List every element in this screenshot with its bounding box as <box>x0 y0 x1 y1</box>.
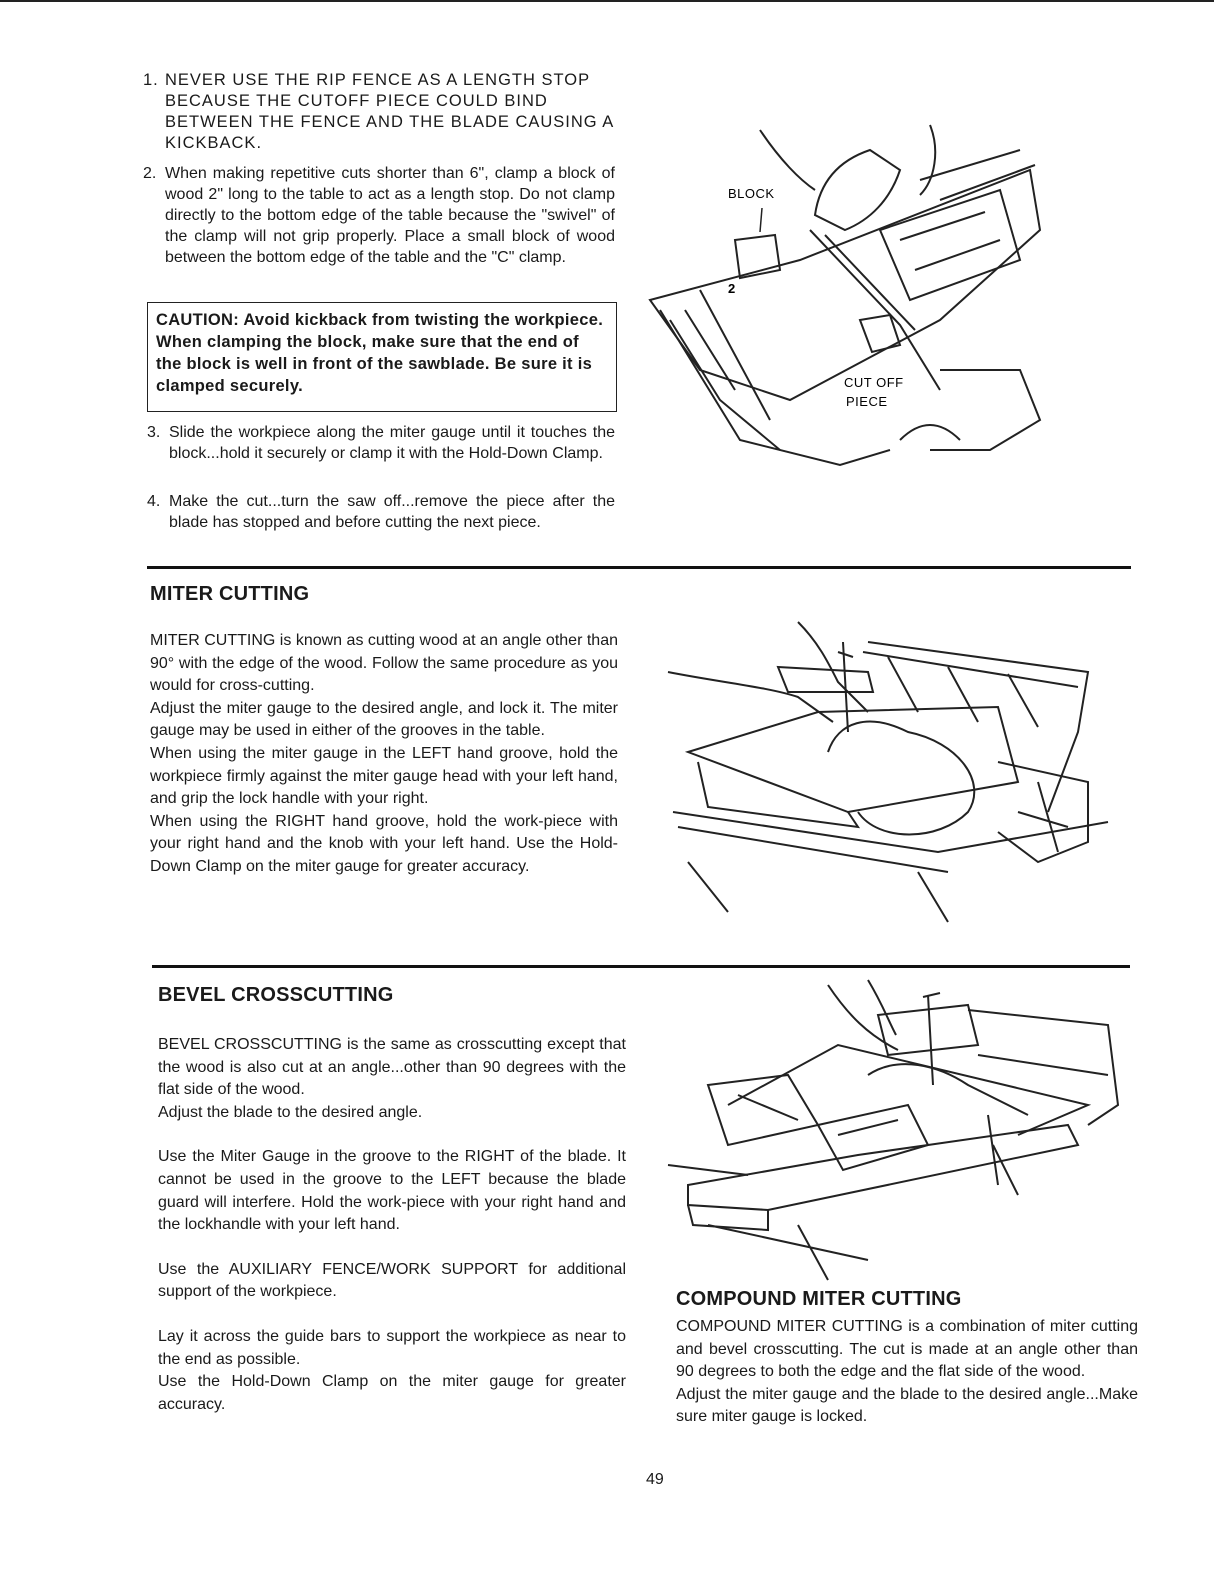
item-number: 3. <box>147 424 161 441</box>
miter-cutting-heading: MITER CUTTING <box>150 583 310 605</box>
paragraph: Adjust the blade to the desired angle. <box>158 1103 423 1121</box>
item-text: When making repetitive cuts shorter than 6", clamp a block of wood 2" long to the table to act as a length stop. Do not clamp directly to the bottom edge of the table because the "swivel" of the clamp will not grip properly. Place a small block of wood between the bottom edge of the table and the "C" clamp. <box>165 165 615 266</box>
paragraph: When using the RIGHT hand groove, hold the work-piece with your right hand and the knob with your left hand. Use the Hold-Down Clamp on the miter gauge for greater accuracy. <box>150 812 618 875</box>
paragraph: MITER CUTTING is known as cutting wood at an angle other than 90° with the edge of the wood. Follow the same procedure as you would for cross-cutting. <box>150 632 618 695</box>
paragraph: BEVEL CROSSCUTTING is the same as crosscutting except that the wood is also cut at an angle...other than 90 degrees with the flat side of the wood. <box>158 1036 626 1099</box>
cutoff-label-line1: CUT OFF <box>844 375 904 390</box>
paragraph: COMPOUND MITER CUTTING is a combination of miter cutting and bevel crosscutting. The cut is made at an angle other than 90 degrees to both the edge and the flat side of the wood. <box>676 1318 1138 1381</box>
paragraph: Use the AUXILIARY FENCE/WORK SUPPORT for additional support of the workpiece. <box>158 1260 626 1301</box>
item-number: 1. <box>143 71 159 89</box>
caution-text: CAUTION: Avoid kickback from twisting the workpiece. When clamping the block, make sure that the end of the block is well in front of the sawblade. Be sure it is clamped securely. <box>156 311 604 395</box>
item-text: Make the cut...turn the saw off...remove the piece after the blade has stopped and before cutting the next piece. <box>169 493 615 531</box>
bevel-crosscutting-heading: BEVEL CROSSCUTTING <box>158 984 394 1006</box>
block-label: BLOCK <box>728 186 775 201</box>
cutoff-label-line2: PIECE <box>846 394 888 409</box>
page-top-border <box>0 0 1214 2</box>
bevel-crosscutting-body <box>158 1034 626 1416</box>
item-number: 2. <box>143 165 157 182</box>
paragraph: Use the Hold-Down Clamp on the miter gauge for greater accuracy. <box>158 1373 626 1413</box>
page-number: 49 <box>646 1471 664 1488</box>
section-divider <box>152 965 1130 968</box>
list-item <box>147 491 615 533</box>
section-divider <box>147 566 1131 569</box>
paragraph: Adjust the miter gauge to the desired angle, and lock it. The miter gauge may be used in either of the grooves in the table. <box>150 699 618 740</box>
compound-miter-body <box>676 1316 1138 1429</box>
paragraph: Use the Miter Gauge in the groove to the RIGHT of the blade. It cannot be used in the groove to the LEFT because the blade guard will interfere. Hold the work-piece with your right hand and the lockhandle with your left hand. <box>158 1148 626 1234</box>
list-item <box>143 70 615 154</box>
paragraph: Adjust the miter gauge and the blade to the desired angle...Make sure miter gauge is locked. <box>676 1385 1138 1426</box>
bevel-crosscutting-figure <box>668 975 1128 1280</box>
dimension-label: 2 <box>728 281 736 296</box>
miter-cutting-body <box>150 630 618 879</box>
item-number: 4. <box>147 493 161 510</box>
compound-miter-heading: COMPOUND MITER CUTTING <box>676 1288 962 1310</box>
item-text: NEVER USE THE RIP FENCE AS A LENGTH STOP BECAUSE THE CUTOFF PIECE COULD BIND BETWEEN THE FENCE AND THE BLADE CAUSING A KICKBACK. <box>165 71 614 152</box>
paragraph: When using the miter gauge in the LEFT hand groove, hold the workpiece firmly against the miter gauge head with your left hand, and grip the lock handle with your right. <box>150 744 618 808</box>
length-stop-figure <box>640 120 1050 490</box>
miter-cutting-figure <box>668 612 1118 932</box>
item-text: Slide the workpiece along the miter gauge until it touches the block...hold it securely or clamp it with the Hold-Down Clamp. <box>169 424 615 462</box>
list-item <box>143 163 615 268</box>
paragraph: Lay it across the guide bars to support the workpiece as near to the end as possible. <box>158 1327 626 1368</box>
caution-box <box>147 302 617 412</box>
list-item <box>147 422 615 464</box>
